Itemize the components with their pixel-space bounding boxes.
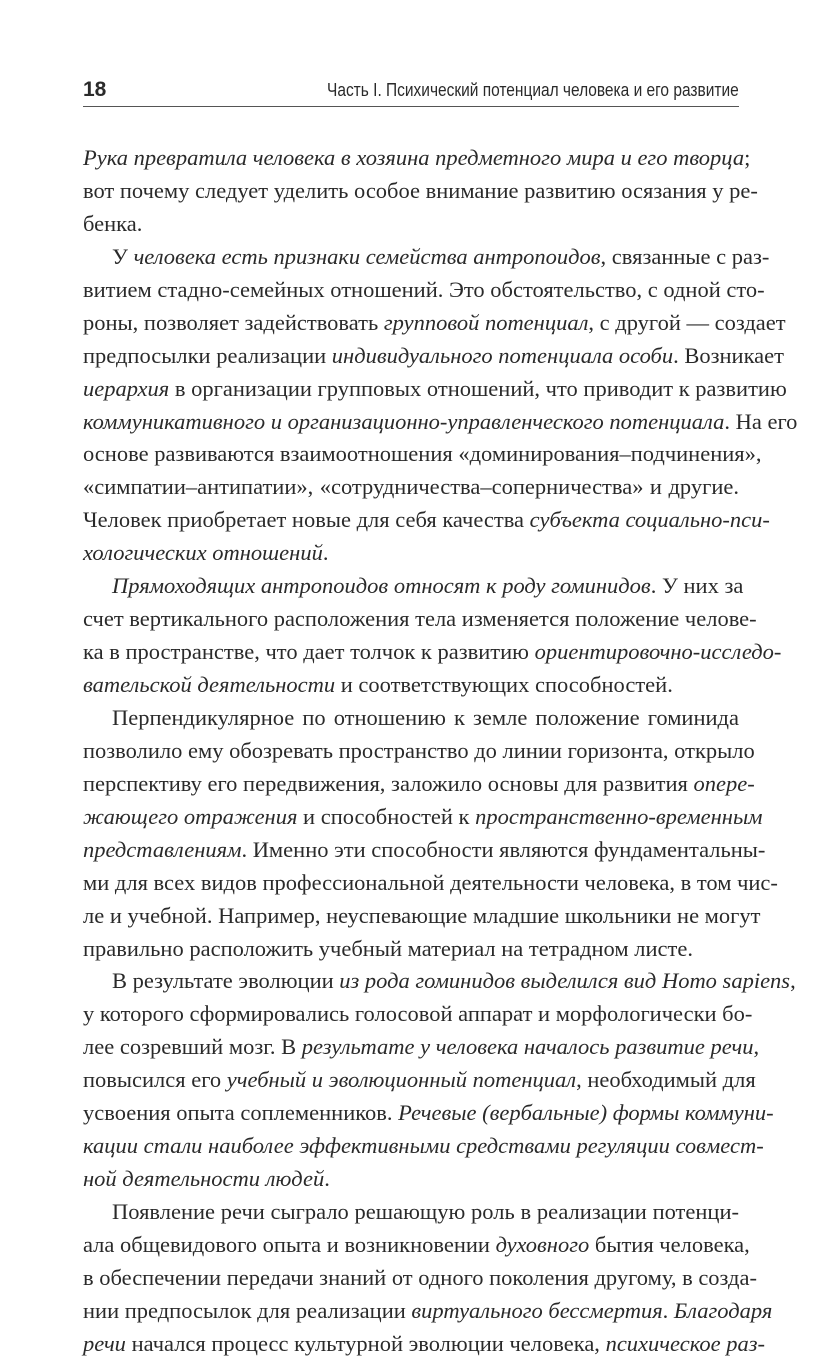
italic-text: психическое раз-	[605, 1330, 765, 1356]
text: ала общевидового опыта и возникновении	[83, 1231, 496, 1257]
text-line	[83, 1064, 756, 1097]
text-line	[83, 867, 778, 900]
italic-text: коммуникативного и организационно-управленческого потенциала	[83, 408, 725, 434]
italic-text: жающего отражения	[83, 803, 298, 829]
text: , связанные с раз-	[600, 243, 770, 269]
italic-text: групповой потенциал	[383, 309, 589, 335]
text: ,	[753, 1034, 760, 1060]
text-line	[83, 1196, 739, 1229]
text: ;	[744, 145, 751, 170]
text: Перпендикулярное по отношению к земле положение гоминида	[112, 704, 739, 730]
italic-text: из рода гоминидов выделился вид Homo sapiens	[339, 968, 791, 994]
text-line	[83, 340, 784, 373]
text-line	[83, 570, 744, 603]
text-line	[83, 603, 757, 636]
text-line	[83, 1097, 774, 1130]
page-number: 18	[83, 78, 107, 101]
text: ле и учебной. Например, неуспевающие младшие школьники не могут	[83, 902, 761, 928]
text: предпосылки реализации	[83, 342, 332, 368]
italic-text: вательской деятельности	[83, 672, 336, 697]
italic-text: иерархия	[83, 375, 170, 401]
text: «симпатии–антипатии», «сотрудничества–соперничества» и другие.	[83, 474, 739, 500]
italic-text: кации стали наиболее эффективными средствами регуляции совмест-	[83, 1133, 764, 1159]
italic-text: субъекта социально-пси-	[529, 507, 770, 533]
italic-text: речи	[83, 1330, 126, 1356]
text-line	[83, 1328, 765, 1361]
text: основе развиваются взаимоотношения «доминирования–подчинения»,	[83, 441, 762, 467]
text: ,	[790, 968, 796, 994]
running-header	[83, 78, 739, 107]
body-text	[83, 142, 798, 1361]
text: роны, позволяет задействовать	[83, 309, 384, 335]
italic-text: ной деятельности людей	[83, 1166, 325, 1192]
text: . Именно эти способности являются фундаментальны-	[241, 836, 766, 862]
italic-text: хологических отношений	[83, 540, 323, 566]
text-line	[83, 1163, 739, 1196]
text-line	[83, 636, 782, 669]
text: бытия человека,	[589, 1231, 750, 1257]
text-line	[83, 1130, 764, 1163]
italic-text: Прямоходящих антропоидов относят к роду гоминидов	[112, 573, 651, 599]
italic-text: пространственно-временным	[475, 803, 763, 829]
italic-text: Речевые (вербальные) формы коммуни-	[398, 1100, 774, 1126]
text-line	[83, 241, 770, 274]
running-title: Часть I. Психический потенциал человека и его развитие	[327, 80, 739, 100]
text: счет вертикального расположения тела изменяется положение челове-	[83, 606, 757, 632]
text-line	[83, 208, 739, 241]
text: в обеспечении передачи знаний от одного поколения другому, в созда-	[83, 1264, 757, 1290]
text-line	[83, 801, 763, 834]
text: ми для всех видов профессиональной деятельности человека, в том чис-	[83, 869, 778, 895]
text: Появление речи сыграло решающую роль в реализации потенци-	[112, 1199, 739, 1224]
text: нии предпосылок для реализации	[83, 1297, 412, 1323]
text: начался процесс культурной эволюции человека,	[125, 1330, 606, 1356]
text: лее созревший мозг. В	[83, 1034, 302, 1060]
text-line	[83, 998, 753, 1031]
text: правильно расположить учебный материал на тетрадном листе.	[83, 935, 693, 961]
text-line	[83, 965, 796, 998]
text-line	[83, 537, 739, 570]
text: позволило ему обозревать пространство до линии горизонта, открыло	[83, 737, 755, 763]
text: ка в пространстве, что дает толчок к развитию	[83, 639, 535, 665]
italic-text: учебный и эволюционный потенциал	[226, 1067, 577, 1093]
text: и соответствующих способностей.	[335, 672, 673, 697]
italic-text: Рука превратила человека в хозяина предметного мира и его творца	[83, 145, 745, 170]
text-line	[83, 834, 766, 867]
italic-text: представлениям	[83, 836, 242, 862]
text-line	[83, 933, 739, 966]
text-line	[83, 768, 755, 801]
text: .	[322, 540, 329, 566]
text: у которого сформировались голосовой аппарат и морфологически бо-	[83, 1001, 753, 1027]
text: . Возникает	[673, 342, 784, 368]
italic-text: Благодаря	[673, 1297, 773, 1323]
italic-text: виртуального бессмертия	[411, 1297, 663, 1323]
text-line	[83, 175, 758, 208]
text-line	[83, 406, 798, 439]
text: бенка.	[83, 210, 143, 236]
text-line	[83, 702, 739, 735]
text-line	[83, 735, 755, 768]
italic-text: индивидуального потенциала особи	[331, 342, 674, 368]
italic-text: духовного	[495, 1231, 590, 1257]
text: повысился его	[83, 1067, 227, 1093]
text-line	[83, 900, 761, 933]
text-line	[83, 669, 739, 702]
text-line	[83, 438, 762, 471]
text: . На его	[724, 408, 798, 434]
text: в организации групповых отношений, что приводит к развитию	[169, 375, 787, 401]
text: перспективу его передвижения, заложило основы для развития	[83, 770, 694, 796]
text: и способностей к	[297, 803, 476, 829]
italic-text: опере-	[693, 770, 755, 796]
text-line	[83, 1229, 750, 1262]
text: , необходимый для	[576, 1067, 756, 1093]
text-line	[83, 1295, 773, 1328]
text: Человек приобретает новые для себя качества	[83, 507, 530, 533]
text-line	[83, 1262, 757, 1295]
text-line	[83, 142, 751, 175]
text: В результате эволюции	[112, 968, 340, 994]
italic-text: человека есть признаки семейства антропоидов	[133, 243, 601, 269]
italic-text: результате у человека началось развитие речи	[301, 1034, 754, 1060]
text: . У них за	[650, 573, 744, 599]
italic-text: ориентировочно-исследо-	[534, 639, 782, 665]
text: витием стадно-семейных отношений. Это обстоятельство, с одной сто-	[83, 276, 765, 302]
text: вот почему следует уделить особое внимание развитию осязания у ре-	[83, 177, 758, 203]
text-line	[83, 373, 787, 406]
text: .	[662, 1297, 674, 1323]
text-line	[83, 1031, 760, 1064]
text-line	[83, 307, 786, 340]
text-line	[83, 274, 765, 307]
text: , с другой — создает	[588, 309, 786, 335]
text-line	[83, 504, 770, 537]
text: У	[112, 243, 134, 269]
text: усвоения опыта соплеменников.	[83, 1100, 399, 1126]
text-line	[83, 471, 739, 504]
text: .	[324, 1166, 330, 1192]
